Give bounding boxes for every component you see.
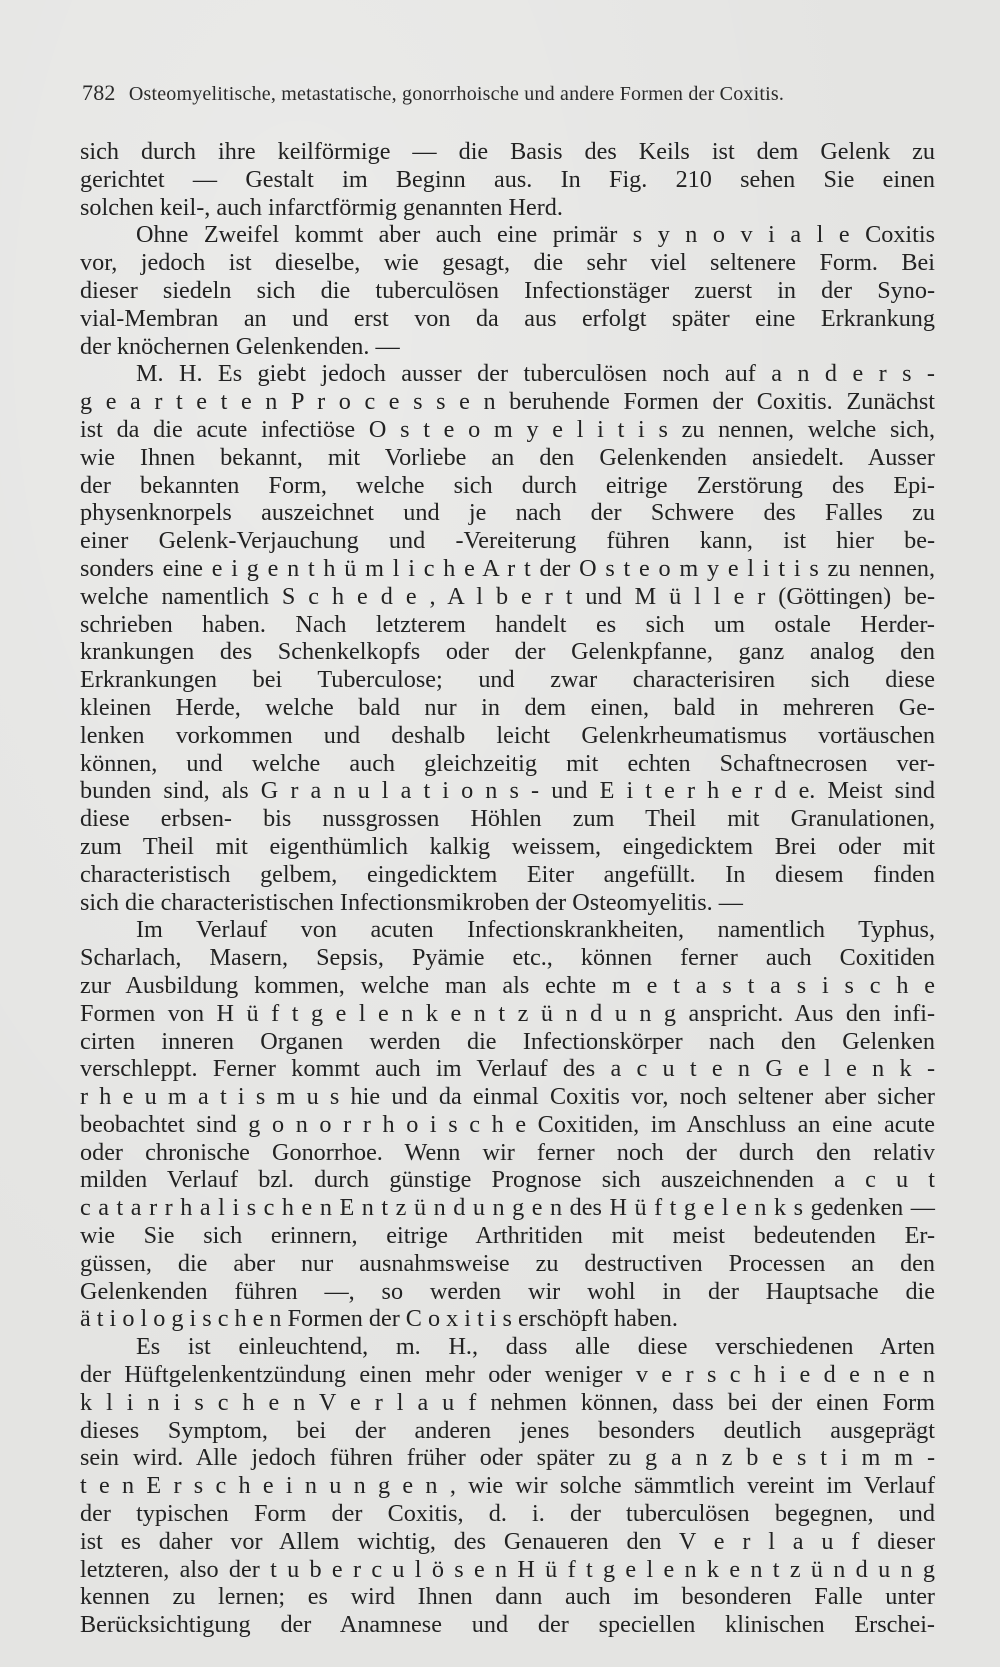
text-line: zum Theil mit eigenthümlich kalkig weissem, eingedicktem Brei oder mit <box>80 832 935 860</box>
text-line: Berücksichtigung der Anamnese und der speciellen klinischen Erschei- <box>80 1611 935 1639</box>
text-line: physenknorpels auszeichnet und je nach der Schwere des Falles zu <box>80 499 935 527</box>
text-line: sich die characteristischen Infectionsmikroben der Osteomyelitis. — <box>80 888 743 916</box>
text-line: ä t i o l o g i s c h e n Formen der C o x i t i s erschöpft haben. <box>80 1305 678 1333</box>
text-line: wie Sie sich erinnern, eitrige Arthritiden mit meist bedeutenden Er- <box>80 1222 935 1250</box>
text-line: können, und welche auch gleichzeitig mit echten Schaftnecrosen ver- <box>80 749 935 777</box>
text-line: dieser siedeln sich die tuberculösen Infectionstäger zuerst in der Syno- <box>80 276 935 304</box>
text-line: cirten inneren Organen werden die Infectionskörper nach den Gelenken <box>80 1027 935 1055</box>
page-number: 782 <box>82 80 116 105</box>
text-line: lenken vorkommen und deshalb leicht Gelenkrheumatismus vortäuschen <box>80 721 935 749</box>
text-line: ist da die acute infectiöse O s t e o m y e l i t i s zu nennen, welche sich, <box>80 415 935 443</box>
text-line: zur Ausbildung kommen, welche man als echte m e t a s t a s i s c h e <box>80 971 935 999</box>
text-line: der bekannten Form, welche sich durch eitrige Zerstörung des Epi- <box>80 471 935 499</box>
text-line: Ohne Zweifel kommt aber auch eine primär s y n o v i a l e Coxitis <box>136 221 935 249</box>
text-line: welche namentlich S c h e d e , A l b e r t und M ü l l e r (Göttingen) be- <box>80 582 935 610</box>
text-line: t e n E r s c h e i n u n g e n , wie wir solche sämmtlich vereint im Verlauf <box>80 1472 935 1500</box>
text-line: güssen, die aber nur ausnahmsweise zu destructiven Processen an den <box>80 1249 935 1277</box>
text-line: kleinen Herde, welche bald nur in dem einen, bald in mehreren Ge- <box>80 693 935 721</box>
text-line: der typischen Form der Coxitis, d. i. der tuberculösen begegnen, und <box>80 1500 935 1528</box>
running-title: Osteomyelitische, metastatische, gonorrhoische und andere Formen der Coxitis. <box>128 83 785 105</box>
text-line: beobachtet sind g o n o r r h o i s c h e Coxitiden, im Anschluss an eine acute <box>80 1110 935 1138</box>
text-line: Im Verlauf von acuten Infectionskrankheiten, namentlich Typhus, <box>136 916 935 944</box>
text-line: Scharlach, Masern, Sepsis, Pyämie etc., können ferner auch Coxitiden <box>80 944 935 972</box>
text-line: krankungen des Schenkelkopfs oder der Gelenkpfanne, ganz analog den <box>80 638 935 666</box>
text-line: Formen von H ü f t g e l e n k e n t z ü n d u n g anspricht. Aus den infi- <box>80 999 935 1027</box>
text-line: sonders eine e i g e n t h ü m l i c h e A r t der O s t e o m y e l i t i s zu nennen, <box>80 554 935 582</box>
text-line: solchen keil-, auch infarctförmig genannten Herd. <box>80 193 563 221</box>
text-line: Es ist einleuchtend, m. H., dass alle diese verschiedenen Arten <box>136 1333 935 1361</box>
text-line: bunden sind, als G r a n u l a t i o n s - und E i t e r h e r d e. Meist sind <box>80 777 935 805</box>
text-line: vial-Membran an und erst von da aus erfolgt später eine Erkrankung <box>80 304 935 332</box>
text-line: c a t a r r h a l i s c h e n E n t z ü n d u n g e n des H ü f t g e l e n k s gedenken — <box>80 1194 935 1222</box>
text-line: wie Ihnen bekannt, mit Vorliebe an den Gelenkenden ansiedelt. Ausser <box>80 443 935 471</box>
text-line: der knöchernen Gelenkenden. — <box>80 332 400 360</box>
text-line: einer Gelenk-Verjauchung und -Vereiterung führen kann, ist hier be- <box>80 527 935 555</box>
running-header <box>82 80 942 106</box>
text-line: k l i n i s c h e n V e r l a u f nehmen können, dass bei der einen Form <box>80 1388 935 1416</box>
text-line: kennen zu lernen; es wird Ihnen dann auch im besonderen Falle unter <box>80 1583 935 1611</box>
text-line: r h e u m a t i s m u s hie und da einmal Coxitis vor, noch seltener aber sicher <box>80 1083 935 1111</box>
text-line: milden Verlauf bzl. durch günstige Prognose sich auszeichnenden a c u t <box>80 1166 935 1194</box>
text-line: diese erbsen- bis nussgrossen Höhlen zum Theil mit Granulationen, <box>80 805 935 833</box>
text-line: ist es daher vor Allem wichtig, des Genaueren den V e r l a u f dieser <box>80 1527 935 1555</box>
text-line: characteristisch gelbem, eingedicktem Eiter angefüllt. In diesem finden <box>80 860 935 888</box>
text-line: sich durch ihre keilförmige — die Basis des Keils ist dem Gelenk zu <box>80 138 935 165</box>
body-text <box>80 138 935 1639</box>
text-line: letzteren, also der t u b e r c u l ö s e n H ü f t g e l e n k e n t z ü n d u n g <box>80 1555 935 1583</box>
text-line: vor, jedoch ist dieselbe, wie gesagt, die sehr viel seltenere Form. Bei <box>80 249 935 277</box>
text-line: Gelenkenden führen —, so werden wir wohl in der Hauptsache die <box>80 1277 935 1305</box>
text-line: oder chronische Gonorrhoe. Wenn wir ferner noch der durch den relativ <box>80 1138 935 1166</box>
text-line: g e a r t e t e n P r o c e s s e n beruhende Formen der Coxitis. Zunächst <box>80 388 935 416</box>
text-line: M. H. Es giebt jedoch ausser der tuberculösen noch auf a n d e r s - <box>136 360 935 388</box>
text-line: dieses Symptom, bei der anderen jenes besonders deutlich ausgeprägt <box>80 1416 935 1444</box>
text-line: der Hüftgelenkentzündung einen mehr oder weniger v e r s c h i e d e n e n <box>80 1361 935 1389</box>
text-line: Erkrankungen bei Tuberculose; und zwar characterisiren sich diese <box>80 666 935 694</box>
text-line: schrieben haben. Nach letzterem handelt es sich um ostale Herder- <box>80 610 935 638</box>
text-line: verschleppt. Ferner kommt auch im Verlauf des a c u t e n G e l e n k - <box>80 1055 935 1083</box>
text-line: sein wird. Alle jedoch führen früher oder später zu g a n z b e s t i m m - <box>80 1444 935 1472</box>
text-line: gerichtet — Gestalt im Beginn aus. In Fig. 210 sehen Sie einen <box>80 165 935 193</box>
